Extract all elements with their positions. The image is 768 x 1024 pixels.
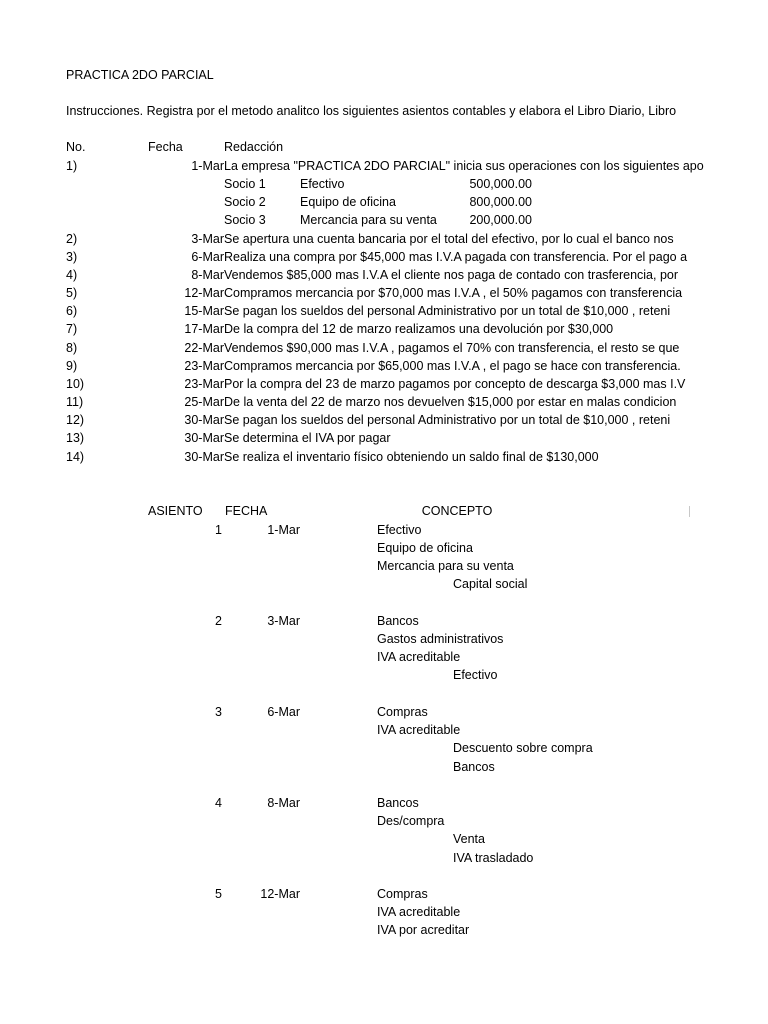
item-fecha: 3-Mar — [191, 232, 224, 246]
item-text: Por la compra del 23 de marzo pagamos por concepto de descarga $3,000 mas I.V — [224, 377, 686, 391]
item-no: 8) — [66, 341, 78, 355]
item-fecha: 25-Mar — [184, 395, 224, 409]
item-text: La empresa "PRACTICA 2DO PARCIAL" inicia sus operaciones con los siguientes apo — [224, 159, 704, 173]
socio-name: Socio 3 — [224, 213, 266, 227]
item-no: 7) — [66, 322, 78, 336]
item-no: 5) — [66, 286, 78, 300]
debit-account: Mercancia para su venta — [377, 559, 514, 573]
socio-name: Socio 2 — [224, 195, 266, 209]
debit-account: Bancos — [377, 614, 419, 628]
debit-account: IVA acreditable — [377, 905, 461, 919]
socio-concept: Equipo de oficina — [300, 195, 396, 209]
item-fecha: 30-Mar — [184, 450, 224, 464]
item-fecha: 22-Mar — [184, 341, 224, 355]
entry-asiento: 4 — [215, 796, 222, 810]
item-no: 3) — [66, 250, 78, 264]
item-fecha: 23-Mar — [184, 377, 224, 391]
entry-fecha: 6-Mar — [267, 705, 300, 719]
item-text: Vendemos $90,000 mas I.V.A , pagamos el 70% con transferencia, el resto se que — [224, 341, 680, 355]
item-text: Se pagan los sueldos del personal Administrativo por un total de $10,000 , reteni — [224, 413, 671, 427]
item-text: Se realiza el inventario físico obteniendo un saldo final de $130,000 — [224, 450, 599, 464]
item-fecha: 8-Mar — [191, 268, 224, 282]
socio-amount: 200,000.00 — [469, 213, 532, 227]
item-text: Vendemos $85,000 mas I.V.A el cliente nos paga de contado con trasferencia, por — [224, 268, 679, 282]
item-no: 12) — [66, 413, 85, 427]
entry-asiento: 2 — [215, 614, 222, 628]
debit-account: Equipo de oficina — [377, 541, 473, 555]
item-text: Se determina el IVA por pagar — [224, 431, 391, 445]
debit-account: IVA acreditable — [377, 650, 461, 664]
item-no: 6) — [66, 304, 78, 318]
item-fecha: 30-Mar — [184, 431, 224, 445]
debit-account: Gastos administrativos — [377, 632, 504, 646]
credit-account: Venta — [453, 832, 485, 846]
header-redaccion: Redacción — [224, 140, 284, 154]
item-text: Realiza una compra por $45,000 mas I.V.A pagada con transferencia. Por el pago a — [224, 250, 688, 264]
debit-account: IVA por acreditar — [377, 923, 470, 937]
item-text: Compramos mercancia por $65,000 mas I.V.A , el pago se hace con transferencia. — [224, 359, 681, 373]
item-no: 14) — [66, 450, 85, 464]
credit-account: Efectivo — [453, 668, 498, 682]
item-text: Compramos mercancia por $70,000 mas I.V.A , el 50% pagamos con transferencia — [224, 286, 683, 300]
debit-account: Des/compra — [377, 814, 445, 828]
socio-concept: Efectivo — [300, 177, 345, 191]
item-fecha: 30-Mar — [184, 413, 224, 427]
journal-header-fecha: FECHA — [225, 504, 268, 518]
item-no: 10) — [66, 377, 85, 391]
credit-account: Descuento sobre compra — [453, 741, 593, 755]
item-text: Se apertura una cuenta bancaria por el total del efectivo, por lo cual el banco nos — [224, 232, 674, 246]
item-fecha: 6-Mar — [191, 250, 224, 264]
column-border-mark — [689, 506, 690, 517]
item-fecha: 12-Mar — [184, 286, 224, 300]
item-no: 4) — [66, 268, 78, 282]
header-fecha: Fecha — [148, 140, 183, 154]
socio-amount: 800,000.00 — [469, 195, 532, 209]
item-fecha: 23-Mar — [184, 359, 224, 373]
entry-asiento: 5 — [215, 887, 222, 901]
item-fecha: 17-Mar — [184, 322, 224, 336]
item-fecha: 1-Mar — [191, 159, 224, 173]
debit-account: Compras — [377, 887, 428, 901]
credit-account: IVA trasladado — [453, 851, 534, 865]
debit-account: Compras — [377, 705, 428, 719]
journal-header-asiento: ASIENTO — [148, 504, 203, 518]
entry-fecha: 12-Mar — [260, 887, 300, 901]
document-title: PRACTICA 2DO PARCIAL — [66, 68, 214, 82]
credit-account: Bancos — [453, 760, 495, 774]
instructions-text: Instrucciones. Registra por el metodo analitco los siguientes asientos contables y elabora el Libro Diario, Libro — [66, 104, 677, 118]
journal-header-concepto: CONCEPTO — [421, 504, 493, 518]
credit-account: Capital social — [453, 577, 528, 591]
item-no: 9) — [66, 359, 78, 373]
item-text: Se pagan los sueldos del personal Administrativo por un total de $10,000 , reteni — [224, 304, 671, 318]
debit-account: Bancos — [377, 796, 419, 810]
socio-name: Socio 1 — [224, 177, 266, 191]
item-no: 2) — [66, 232, 78, 246]
item-no: 13) — [66, 431, 85, 445]
entry-fecha: 8-Mar — [267, 796, 300, 810]
entry-fecha: 3-Mar — [267, 614, 300, 628]
item-fecha: 15-Mar — [184, 304, 224, 318]
socio-amount: 500,000.00 — [469, 177, 532, 191]
item-no: 11) — [66, 395, 84, 409]
entry-asiento: 1 — [215, 523, 222, 537]
entry-fecha: 1-Mar — [267, 523, 300, 537]
debit-account: Efectivo — [377, 523, 422, 537]
debit-account: IVA acreditable — [377, 723, 461, 737]
item-text: De la compra del 12 de marzo realizamos una devolución por $30,000 — [224, 322, 614, 336]
entry-asiento: 3 — [215, 705, 222, 719]
socio-concept: Mercancia para su venta — [300, 213, 437, 227]
header-no: No. — [66, 140, 86, 154]
item-text: De la venta del 22 de marzo nos devuelven $15,000 por estar en malas condicion — [224, 395, 677, 409]
item-no: 1) — [66, 159, 78, 173]
